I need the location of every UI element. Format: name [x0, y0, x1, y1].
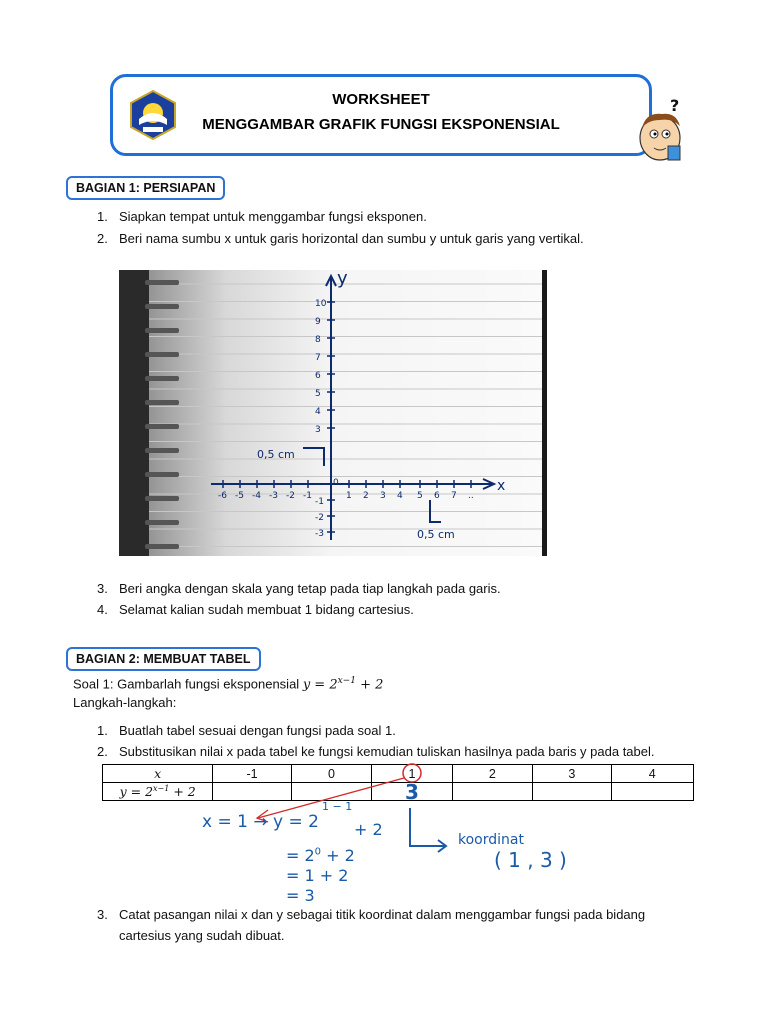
worksheet-subtitle: MENGGAMBAR GRAFIK FUNGSI EKSPONENSIAL	[202, 116, 560, 133]
y-tick-label: -2	[315, 513, 324, 523]
hand-line-1: x = 1 → y = 2	[202, 812, 319, 832]
x-tick-label: 7	[451, 491, 457, 501]
x-tick-label: 6	[434, 491, 440, 501]
spiral-ring	[145, 448, 179, 453]
y-tick-label: 6	[315, 371, 321, 381]
thinking-person-icon	[632, 96, 692, 164]
x-tick-label: 5	[417, 491, 423, 501]
spiral-ring	[145, 280, 179, 285]
x-tick-label: -5	[235, 491, 244, 501]
handwriting-annotations	[0, 756, 768, 956]
langkah-heading: Langkah-langkah:	[73, 695, 177, 710]
bagian2-step-3-cont: cartesius yang sudah dibuat.	[119, 928, 285, 943]
section-label-bagian1: BAGIAN 1: PERSIAPAN	[66, 176, 225, 200]
scale-label-top: 0,5 cm	[257, 448, 295, 461]
y-tick-label: 7	[315, 353, 321, 363]
y-tick-label: 4	[315, 407, 321, 417]
hand-line-2: = $2^0 + 2$	[286, 846, 355, 865]
section-label-bagian2: BAGIAN 2: MEMBUAT TABEL	[66, 647, 261, 671]
x-tick-label: 2	[363, 491, 369, 501]
graph-x-label: x	[497, 478, 506, 494]
spiral-ring	[145, 352, 179, 357]
bagian1-step-1: 1. Siapkan tempat untuk menggambar fungsi eksponen.	[97, 209, 427, 224]
table-cell-x: 4	[611, 765, 693, 783]
table-header-x: x	[103, 765, 213, 783]
table-cell-x: 0	[291, 765, 371, 783]
spiral-ring	[145, 496, 179, 501]
bagian2-step-1: 1. Buatlah tabel sesuai dengan fungsi pada soal 1.	[97, 723, 396, 738]
graph-y-label: y	[337, 270, 348, 289]
spiral-ring	[145, 304, 179, 309]
bagian1-step-2: 2. Beri nama sumbu x untuk garis horizontal dan sumbu y untuk garis yang vertikal.	[97, 231, 584, 246]
table-cell-x: 2	[452, 765, 532, 783]
title-box	[110, 74, 652, 156]
notebook-graph	[119, 270, 547, 556]
y-tick-label: 10	[315, 299, 327, 309]
y-tick-label: -1	[315, 497, 324, 507]
koordinat-value: ( 1 , 3 )	[494, 848, 567, 872]
x-tick-label: -4	[252, 491, 261, 501]
bagian1-step-3: 3. Beri angka dengan skala yang tetap pada tiap langkah pada garis.	[97, 581, 501, 596]
x-tick-label: -6	[218, 491, 227, 501]
table-cell-x: 1	[372, 765, 452, 783]
spiral-ring	[145, 544, 179, 549]
y-tick-label: 3	[315, 425, 321, 435]
table-cell-x: 3	[533, 765, 611, 783]
y-tick-label: 5	[315, 389, 321, 399]
hand-line-1-exp: 1 − 1	[322, 800, 353, 813]
x-tick-label: 4	[397, 491, 403, 501]
blue-bracket-line	[410, 808, 446, 846]
cartesian-plane-sketch	[119, 270, 547, 556]
thinking-character	[632, 96, 692, 164]
circle-mark-icon	[403, 764, 421, 782]
spiral-ring	[145, 520, 179, 525]
x-tick-label: -1	[303, 491, 312, 501]
bagian1-step-4: 4. Selamat kalian sudah membuat 1 bidang cartesius.	[97, 602, 414, 617]
scale-label-bottom: 0,5 cm	[417, 528, 455, 541]
x-tick-label: -2	[286, 491, 295, 501]
hand-line-4: = 3	[286, 886, 315, 905]
worksheet-title: WORKSHEET	[332, 91, 430, 108]
spiral-ring	[145, 400, 179, 405]
spiral-ring	[145, 328, 179, 333]
hand-line-3: = 1 + 2	[286, 866, 349, 885]
question-mark: ?	[670, 96, 680, 115]
x-tick-label: -3	[269, 491, 278, 501]
y-tick-label: 9	[315, 317, 321, 327]
y-tick-label: 8	[315, 335, 321, 345]
spiral-ring	[145, 472, 179, 477]
x-tick-label: ..	[468, 491, 474, 501]
table-header-y: $y = 2^{x-1} + 2$	[103, 783, 213, 801]
spiral-ring	[145, 424, 179, 429]
bagian2-step-2: 2. Substitusikan nilai x pada tabel ke fungsi kemudian tuliskan hasilnya pada baris y pada tabel.	[97, 744, 655, 759]
x-tick-label: 1	[346, 491, 352, 501]
x-tick-label: 3	[380, 491, 386, 501]
table-cell-x: -1	[213, 765, 291, 783]
bagian2-step-3: 3. Catat pasangan nilai x dan y sebagai titik koordinat dalam menggambar fungsi pada bidang	[97, 907, 646, 922]
hand-line-1-tail: + 2	[354, 820, 383, 839]
table-cell-y-filled: 3	[372, 783, 452, 801]
koordinat-label: koordinat	[458, 832, 524, 848]
spiral-ring	[145, 376, 179, 381]
graph-origin-label: 0	[333, 478, 339, 488]
y-tick-label: -3	[315, 529, 324, 539]
soal-1: Soal 1: Gambarlah fungsi eksponensial $y = 2^{x-1} + 2$	[73, 676, 384, 693]
